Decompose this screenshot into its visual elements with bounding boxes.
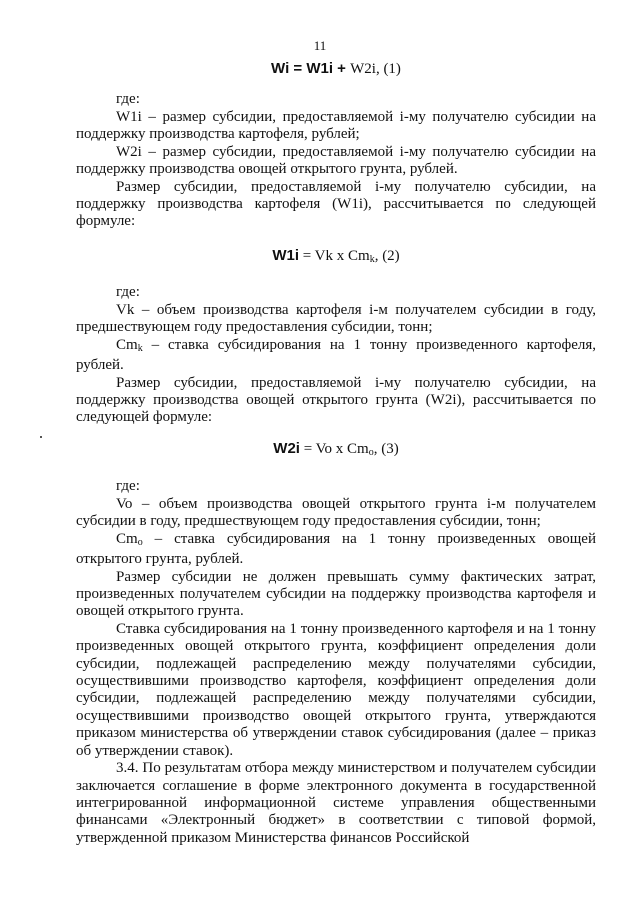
- formula-2-subscript: k: [369, 254, 375, 265]
- formula-3: [76, 440, 596, 458]
- cmk-text: – ставка субсидирования на 1 тонну произведенного картофеля, рублей.: [76, 336, 596, 374]
- formula-1: [76, 60, 596, 78]
- formula-2: [76, 247, 596, 265]
- definition-w2i: W2i – размер субсидии, предоставляемой i-му получателю субсидии на поддержку производства овощей открытого грунта, рублей.: [76, 143, 596, 178]
- definition-w1i: W1i – размер субсидии, предоставляемой i-му получателю субсидии на поддержку производства картофеля, рублей;: [76, 109, 596, 143]
- cmo-subscript: o: [137, 536, 143, 548]
- formula-3-rhs: = Vo x Cm: [299, 441, 369, 457]
- paragraph-w2i-calc: Размер субсидии, предоставляемой i-му получателю субсидии, на поддержку производства овощей открытого грунта (W2i), рассчитывается по следующей формуле:: [76, 374, 596, 426]
- formula-1-number: , (1): [375, 61, 401, 77]
- cmk-symbol: Cm: [116, 336, 138, 353]
- where-label-1: где:: [116, 91, 140, 107]
- formula-1-rhs: W2i: [350, 61, 376, 77]
- definitions-block-3: [76, 496, 596, 847]
- paragraph-3-4: 3.4. По результатам отбора между министерством и получателем субсидии заключается соглашение в форме электронного документа в государственной интегрированной информационной системе управления общественными финансами «Электронный бюджет» в соответствии с типовой формой, утвержденной приказом Министерства финансов Российской: [76, 760, 596, 846]
- definition-cmk: [76, 337, 596, 375]
- definition-vo: Vo – объем производства овощей открытого грунта i-м получателем субсидии в году, предшествующем году предоставления субсидии, тонн;: [76, 496, 596, 530]
- definition-cmo: [76, 531, 596, 569]
- cmk-subscript: k: [137, 342, 143, 354]
- where-label-3: где:: [116, 478, 140, 494]
- formula-2-number: , (2): [374, 248, 400, 264]
- definitions-block-1: [76, 109, 596, 231]
- formula-3-subscript: o: [368, 447, 374, 458]
- definition-vk: Vk – объем производства картофеля i-м получателем субсидии в году, предшествующем году предоставления субсидии, тонн;: [76, 302, 596, 336]
- paragraph-rates: Ставка субсидирования на 1 тонну произведенного картофеля и на 1 тонну произведенных овощей открытого грунта, коэффициент определения доли субсидии, подлежащей распределению между получателями субсидии, осуществившими производство картофеля, коэффициент определения доли субсидии, подлежащей распределению между получателями субсидии, осуществившими производство овощей открытого грунта, утверждаются приказом министерства об утверждении ставок субсидирования (далее – приказ об утверждении ставок).: [76, 620, 596, 759]
- paragraph-subsidy-limit: Размер субсидии не должен превышать сумму фактических затрат, произведенных получателем субсидии на поддержку производства картофеля и овощей открытого грунта.: [76, 568, 596, 620]
- formula-3-lhs: W2i: [273, 440, 300, 457]
- scan-mark: [40, 436, 42, 438]
- formula-1-lhs: Wi: [271, 60, 290, 77]
- formula-1-mid: = W1i +: [289, 60, 351, 77]
- formula-2-rhs: = Vk x Cm: [298, 248, 370, 264]
- page-number: 11: [313, 38, 327, 53]
- definitions-block-2: [76, 302, 596, 427]
- formula-3-number: , (3): [373, 441, 399, 457]
- cmo-text: – ставка субсидирования на 1 тонну произведенных овощей открытого грунта, рублей.: [76, 530, 596, 568]
- cmo-symbol: Cm: [116, 530, 138, 547]
- paragraph-w1i-calc: Размер субсидии, предоставляемой i-му получателю субсидии, на поддержку производства картофеля (W1i), рассчитывается по следующей формуле:: [76, 178, 596, 230]
- formula-2-lhs: W1i: [272, 247, 299, 264]
- where-label-2: где:: [116, 284, 140, 300]
